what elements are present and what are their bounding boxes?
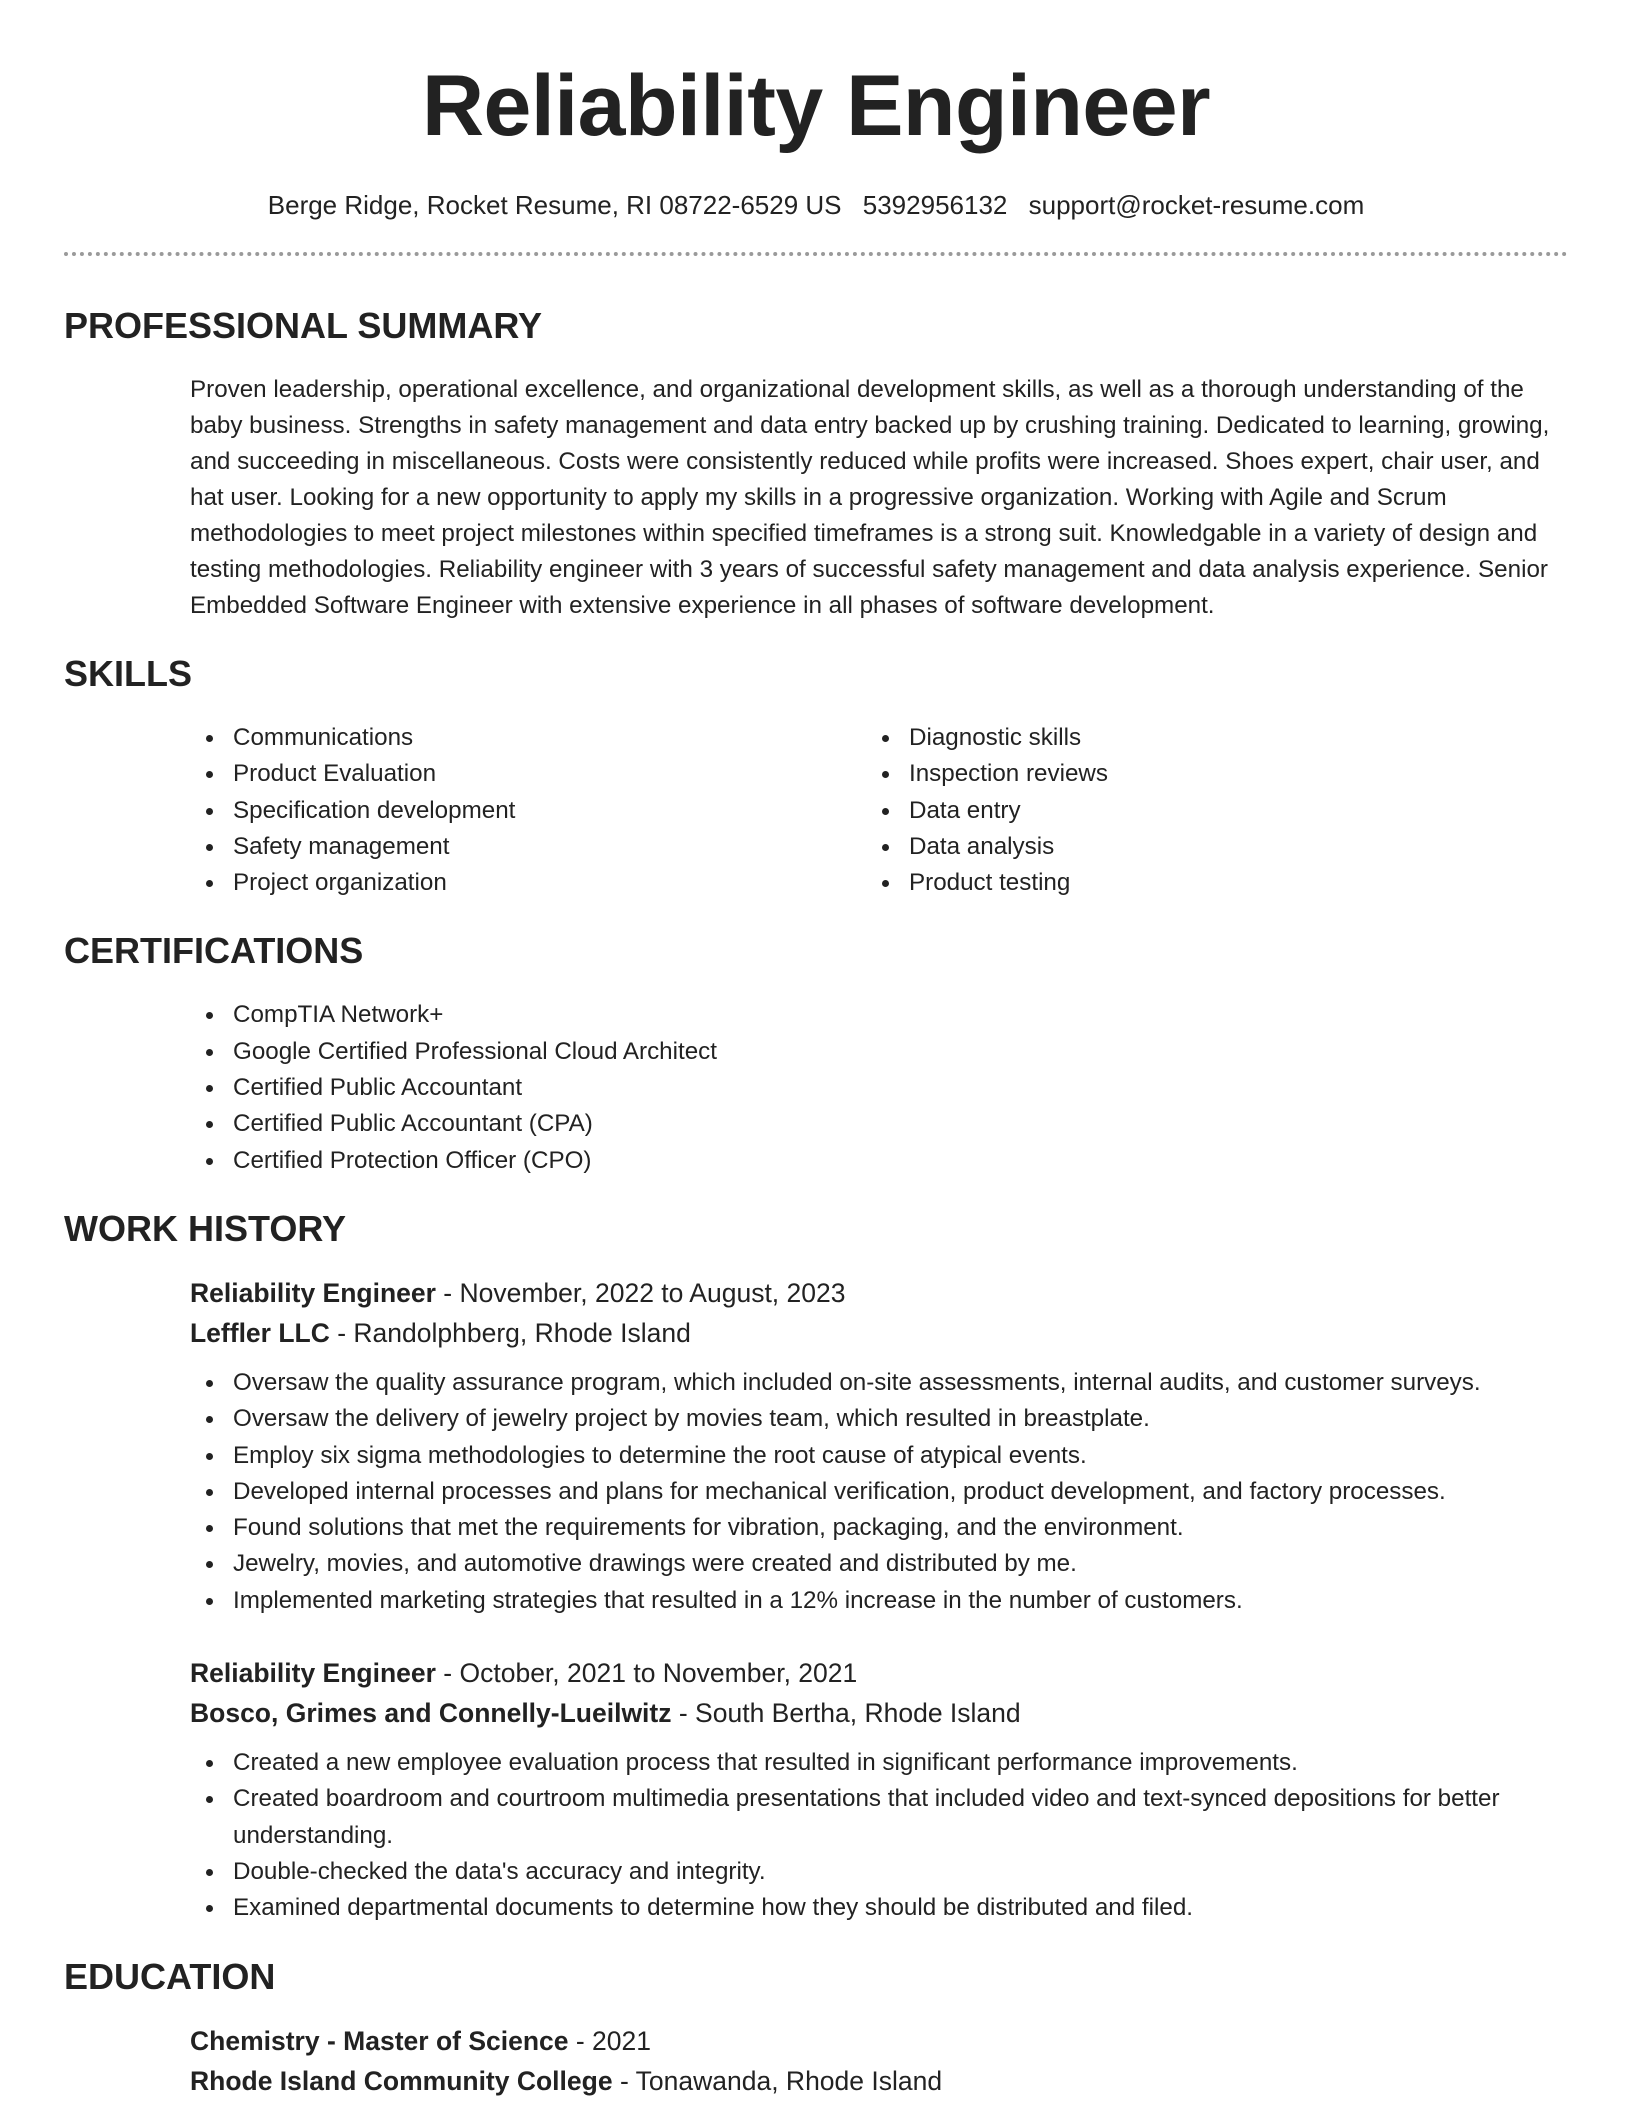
job-entry <box>190 1653 1568 1926</box>
skill-item: Product Evaluation <box>190 756 866 792</box>
job-title-line <box>190 1273 1568 1313</box>
job-role: Reliability Engineer <box>190 1277 436 1308</box>
job-location: - South Bertha, Rhode Island <box>671 1698 1021 1729</box>
work-history-heading: WORK HISTORY <box>64 1207 347 1249</box>
job-dates: - November, 2022 to August, 2023 <box>435 1277 846 1308</box>
skills-list-left <box>190 720 866 901</box>
skill-item: Specification development <box>190 793 866 829</box>
contact-line <box>64 190 1568 220</box>
job-title-line <box>190 1653 1568 1693</box>
job-bullets <box>190 1365 1568 1619</box>
job-bullet: Developed internal processes and plans for mechanical verification, product development, and factory processes. <box>190 1474 1568 1510</box>
skill-item: Communications <box>190 720 866 756</box>
education-year: - 2021 <box>568 2025 652 2056</box>
job-bullet: Oversaw the quality assurance program, which included on-site assessments, internal audits, and customer surveys. <box>190 1365 1568 1401</box>
skills-list-right <box>866 720 1542 901</box>
skill-item: Data entry <box>866 793 1542 829</box>
education-location: - Tonawanda, Rhode Island <box>612 2065 943 2096</box>
job-company: Bosco, Grimes and Connelly-Lueilwitz <box>190 1698 672 1729</box>
certifications-heading: CERTIFICATIONS <box>64 930 364 972</box>
job-company-line <box>190 1313 1568 1353</box>
contact-email: support@rocket-resume.com <box>1028 190 1365 220</box>
skill-item: Product testing <box>866 865 1542 901</box>
skill-item: Data analysis <box>866 829 1542 865</box>
certification-item: CompTIA Network+ <box>190 997 1568 1033</box>
skill-item: Diagnostic skills <box>866 720 1542 756</box>
job-bullet: Examined departmental documents to determine how they should be distributed and filed. <box>190 1890 1568 1926</box>
job-bullet: Found solutions that met the requirements for vibration, packaging, and the environment. <box>190 1510 1568 1546</box>
skill-item: Project organization <box>190 865 866 901</box>
education-heading: EDUCATION <box>64 1955 276 1997</box>
job-bullets <box>190 1745 1568 1926</box>
job-bullet: Jewelry, movies, and automotive drawings were created and distributed by me. <box>190 1546 1568 1582</box>
summary-heading: PROFESSIONAL SUMMARY <box>64 305 543 346</box>
education-school-line <box>190 2061 1568 2101</box>
contact-address: Berge Ridge, Rocket Resume, RI 08722-6529 US <box>267 190 842 220</box>
certification-item: Certified Protection Officer (CPO) <box>190 1143 1568 1179</box>
education-degree: Chemistry - Master of Science <box>190 2025 569 2056</box>
skill-item: Inspection reviews <box>866 756 1542 792</box>
contact-phone: 5392956132 <box>862 190 1008 220</box>
education-degree-line <box>190 2021 1568 2061</box>
job-bullet: Oversaw the delivery of jewelry project by movies team, which resulted in breastplate. <box>190 1401 1568 1437</box>
job-bullet: Created a new employee evaluation process that resulted in significant performance improvements. <box>190 1745 1568 1781</box>
job-location: - Randolphberg, Rhode Island <box>329 1317 691 1348</box>
certification-item: Certified Public Accountant (CPA) <box>190 1106 1568 1142</box>
certifications-list <box>190 997 1568 1178</box>
resume-name: Reliability Engineer <box>421 58 1211 154</box>
job-company: Leffler LLC <box>190 1317 330 1348</box>
skill-item: Safety management <box>190 829 866 865</box>
certification-item: Google Certified Professional Cloud Architect <box>190 1034 1568 1070</box>
job-company-line <box>190 1693 1568 1733</box>
job-bullet: Double-checked the data's accuracy and integrity. <box>190 1854 1568 1890</box>
job-entry <box>190 1273 1568 1619</box>
job-dates: - October, 2021 to November, 2021 <box>435 1658 858 1689</box>
certification-item: Certified Public Accountant <box>190 1070 1568 1106</box>
job-bullet: Employ six sigma methodologies to determine the root cause of atypical events. <box>190 1438 1568 1474</box>
skills-heading: SKILLS <box>64 653 193 694</box>
summary-text: Proven leadership, operational excellence, and organizational development skills, as well as a thorough understanding of the baby business. Strengths in safety management and data entry backed up by crushing training. Dedicated to learning, growing, and succeeding in miscellaneous. Costs were consistently reduced while profits were increased. Shoes expert, chair user, and hat user. Looking for a new opportunity to apply my skills in a progressive organization. Working with Agile and Scrum methodologies to meet project milestones within specified timeframes is a strong suit. Knowledgable in a variety of design and testing methodologies. Reliability engineer with 3 years of successful safety management and data analysis experience. Senior Embedded Software Engineer with extensive experience in all phases of software development. <box>190 376 1550 619</box>
header-divider <box>64 252 1568 256</box>
job-role: Reliability Engineer <box>190 1658 436 1689</box>
education-entry <box>190 2021 1568 2101</box>
job-bullet: Implemented marketing strategies that resulted in a 12% increase in the number of customers. <box>190 1583 1568 1619</box>
job-bullet: Created boardroom and courtroom multimedia presentations that included video and text-synced depositions for better understanding. <box>190 1781 1568 1854</box>
education-school: Rhode Island Community College <box>190 2065 613 2096</box>
skills-columns <box>190 720 1568 901</box>
